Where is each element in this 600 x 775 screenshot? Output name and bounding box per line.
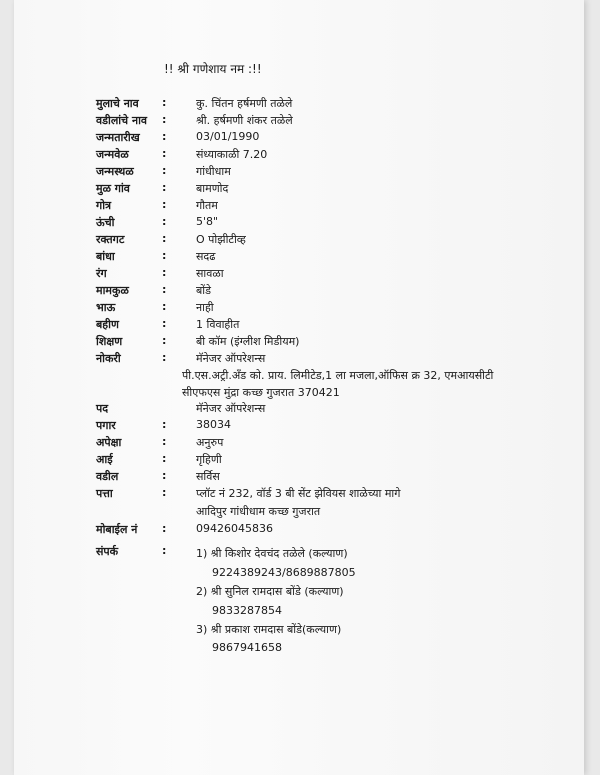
field-value: श्री. हर्षमणी शंकर तळेले — [196, 114, 293, 127]
biodata-sheet — [14, 0, 584, 775]
field-value: O पोझीटीव्ह — [196, 233, 246, 246]
field-colon: : — [162, 266, 167, 279]
field-colon: : — [162, 469, 167, 482]
field-value: सावळा — [196, 267, 224, 280]
field-colon: : — [162, 130, 167, 143]
field-label: जन्मवेळ — [96, 148, 129, 161]
field-value: बोंडे — [196, 284, 212, 297]
field-value: सदढ — [196, 250, 216, 263]
field-label: मोबाईल नं — [96, 523, 138, 536]
field-value: गृहिणी — [196, 453, 222, 466]
field-colon: : — [162, 435, 167, 448]
field-label: रक्तगट — [96, 233, 125, 246]
field-value: 38034 — [196, 418, 231, 431]
invocation-heading: !! श्री गणेशाय नम :!! — [164, 62, 262, 76]
field-value: बी कॉम (इंग्लीश मिडीयम) — [196, 335, 300, 348]
job-address-line-2: सीएफएस मुंद्रा कच्छ गुजरात 370421 — [182, 386, 340, 399]
job-address-line-1: पी.एस.अट्री.ॲंड को. प्राय. लिमीटेड,1 ला मजला,ऑफिस क्र 32, एमआयसीटी — [182, 369, 494, 382]
field-label: संपर्क — [96, 545, 119, 558]
field-value: गांधीधाम — [196, 165, 231, 178]
field-colon: : — [162, 147, 167, 160]
field-label: वडील — [96, 470, 119, 483]
field-value: 09426045836 — [196, 522, 273, 535]
field-label: ऊंची — [96, 216, 115, 229]
field-colon: : — [162, 486, 167, 499]
field-colon: : — [162, 215, 167, 228]
contact-name: 3) श्री प्रकाश रामदास बोंडे(कल्याण) — [196, 623, 342, 636]
field-value: कु. चिंतन हर्षमणी तळेले — [196, 97, 293, 110]
field-value: मॅनेजर ऑपरेशन्स — [196, 402, 266, 415]
field-colon: : — [162, 351, 167, 364]
field-label: शिक्षण — [96, 335, 123, 348]
field-label: मुलाचे नाव — [96, 97, 139, 110]
field-colon: : — [162, 283, 167, 296]
field-label: जन्मतारीख — [96, 131, 140, 144]
field-label: बहीण — [96, 318, 119, 331]
field-label: वडीलांचे नाव — [96, 114, 148, 127]
field-value: 1 विवाहीत — [196, 318, 240, 331]
field-value: गौतम — [196, 199, 218, 212]
field-colon: : — [162, 317, 167, 330]
field-colon: : — [162, 452, 167, 465]
field-label: पत्ता — [96, 487, 113, 500]
field-value: अनुरुप — [196, 436, 224, 449]
field-colon: : — [162, 96, 167, 109]
field-colon: : — [162, 544, 167, 557]
field-value: 03/01/1990 — [196, 130, 260, 143]
field-colon: : — [162, 164, 167, 177]
field-label: मुळ गांव — [96, 182, 130, 195]
field-label: आई — [96, 453, 113, 466]
field-value: संध्याकाळी 7.20 — [196, 148, 268, 161]
field-value: 5'8" — [196, 215, 219, 228]
field-colon: : — [162, 300, 167, 313]
field-colon: : — [162, 113, 167, 126]
field-colon: : — [162, 198, 167, 211]
field-label: नोकरी — [96, 352, 121, 365]
field-label: मामकुळ — [96, 284, 129, 297]
field-colon: : — [162, 181, 167, 194]
field-label: रंग — [96, 267, 107, 280]
field-value: सर्विस — [196, 470, 220, 483]
field-label: अपेक्षा — [96, 436, 122, 449]
field-value: मॅनेजर ऑपरेशन्स — [196, 352, 266, 365]
contact-name: 2) श्री सुनिल रामदास बोंडे (कल्याण) — [196, 585, 344, 598]
field-label: पद — [96, 402, 109, 415]
field-value: प्लॉट नं 232, वॉर्ड 3 बी सेंट झेवियस शाळेच्या मागे — [196, 487, 401, 500]
contact-phone: 9833287854 — [212, 604, 282, 617]
contact-name: 1) श्री किशोर देवचंद तळेले (कल्याण) — [196, 547, 348, 560]
contact-phone: 9224389243/8689887805 — [212, 566, 356, 579]
field-colon: : — [162, 334, 167, 347]
field-label: बांधा — [96, 250, 115, 263]
field-label: भाऊ — [96, 301, 116, 314]
field-colon: : — [162, 418, 167, 431]
field-label: पगार — [96, 419, 116, 432]
field-colon: : — [162, 232, 167, 245]
field-value: बामणोद — [196, 182, 229, 195]
field-colon: : — [162, 249, 167, 262]
field-value: नाही — [196, 301, 214, 314]
field-label: जन्मस्थळ — [96, 165, 134, 178]
contact-phone: 9867941658 — [212, 641, 282, 654]
field-colon: : — [162, 522, 167, 535]
address-line-2: आदिपुर गांधीधाम कच्छ गुजरात — [196, 505, 321, 518]
field-label: गोत्र — [96, 199, 112, 212]
